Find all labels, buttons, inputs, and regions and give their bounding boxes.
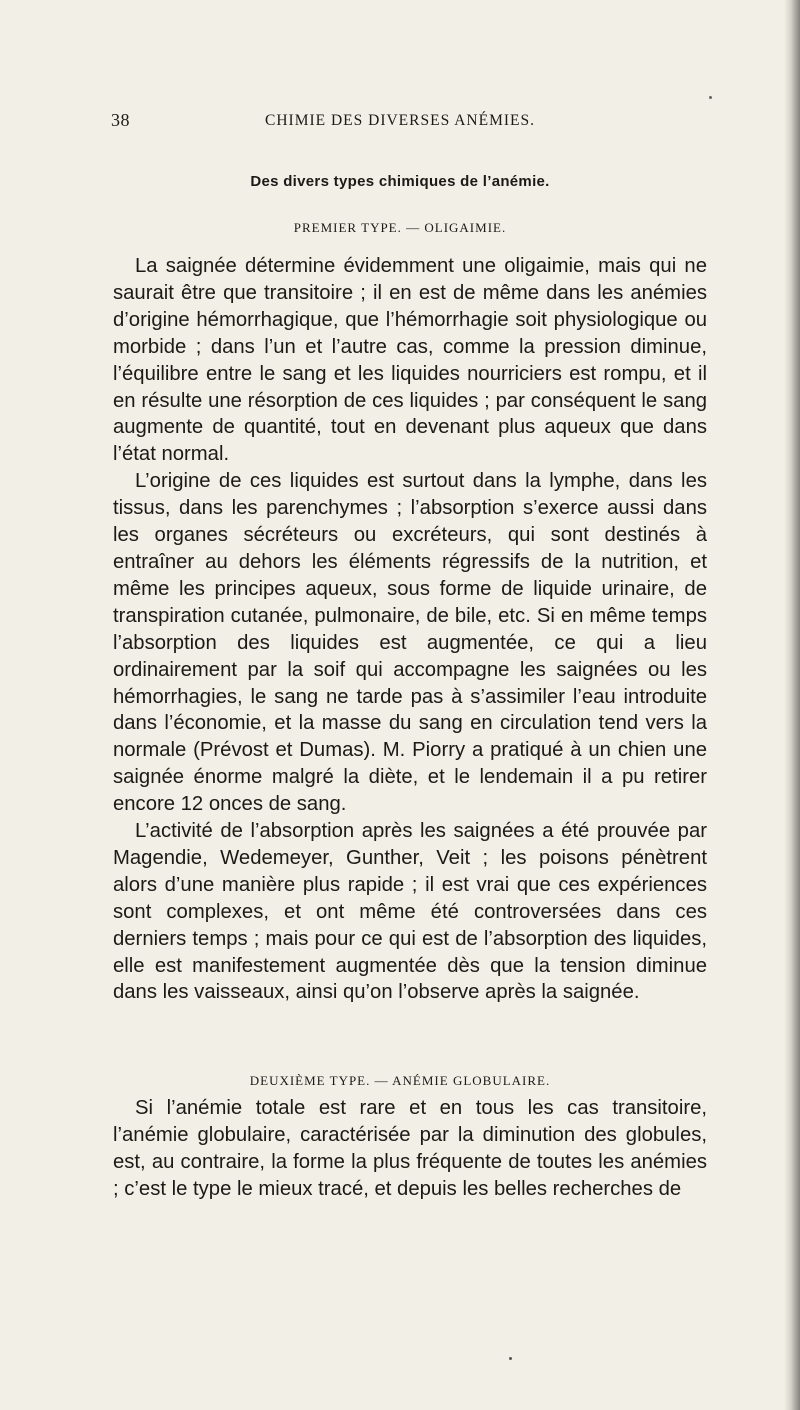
text-block-premier-type [113, 253, 707, 1006]
text-block-deuxieme-type [113, 1095, 707, 1203]
section-title: Des divers types chimiques de l’anémie. [250, 173, 550, 190]
paragraph: La saignée détermine évidemment une oligaimie, mais qui ne saurait être que transitoire ; il en est de même dans les anémies d’origine hémorrhagique, que l’hémorrhagie soit physiologique ou morbide ; dans l’un et l’autre cas, comme la pression diminue, l’équilibre entre le sang et les liquides nourriciers est rompu, et il en résulte une résorption de ces liquides ; par conséquent le sang augmente de quantité, tout en devenant plus aqueux que dans l’état normal. [113, 255, 707, 466]
subhead-deuxieme-type: DEUXIÈME TYPE. — ANÉMIE GLOBULAIRE. [249, 1073, 551, 1088]
subhead-premier-type: PREMIER TYPE. — OLIGAIMIE. [293, 220, 507, 235]
paragraph: Si l’anémie totale est rare et en tous les cas transitoire, l’anémie globulaire, caractérisée par la diminution des globules, est, au contraire, la forme la plus fréquente de toutes les anémies ; c’est le type le mieux tracé, et depuis les belles recherches de [113, 1097, 707, 1200]
page-edge-shadow [784, 0, 800, 1410]
running-title: CHIMIE DES DIVERSES ANÉMIES. [265, 112, 535, 129]
speck [509, 1357, 512, 1360]
paragraph: L’origine de ces liquides est surtout dans la lymphe, dans les tissus, dans les parenchymes ; l’absorption s’exerce aussi dans les organes sécréteurs ou excréteurs, qui sont destinés à entraîner au dehors les éléments régressifs de la nutrition, et même les principes aqueux, sous forme de liquide urinaire, de transpiration cutanée, pulmonaire, de bile, etc. Si en même temps l’absorption des liquides est augmentée, ce qui a lieu ordinairement par la soif qui accompagne les saignées ou les hémorrhagies, le sang ne tarde pas à s’assimiler l’eau introduite dans l’économie, et la masse du sang en circulation tend vers la normale (Prévost et Dumas). M. Piorry a pratiqué à un chien une saignée énorme malgré la diète, et le lendemain il a pu retirer encore 12 onces de sang. [113, 470, 707, 816]
page-number: 38 [111, 110, 130, 130]
paragraph: L’activité de l’absorption après les saignées a été prouvée par Magendie, Wedemeyer, Gunther, Veit ; les poisons pénètrent alors d’une manière plus rapide ; il est vrai que ces expériences sont complexes, et ont même été controversées dans ces derniers temps ; mais pour ce qui est de l’absorption des liquides, elle est manifestement augmentée dès que la tension diminue dans les vaisseaux, ainsi qu’on l’observe après la saignée. [113, 820, 707, 1004]
running-head [0, 100, 800, 140]
speck [709, 96, 712, 99]
